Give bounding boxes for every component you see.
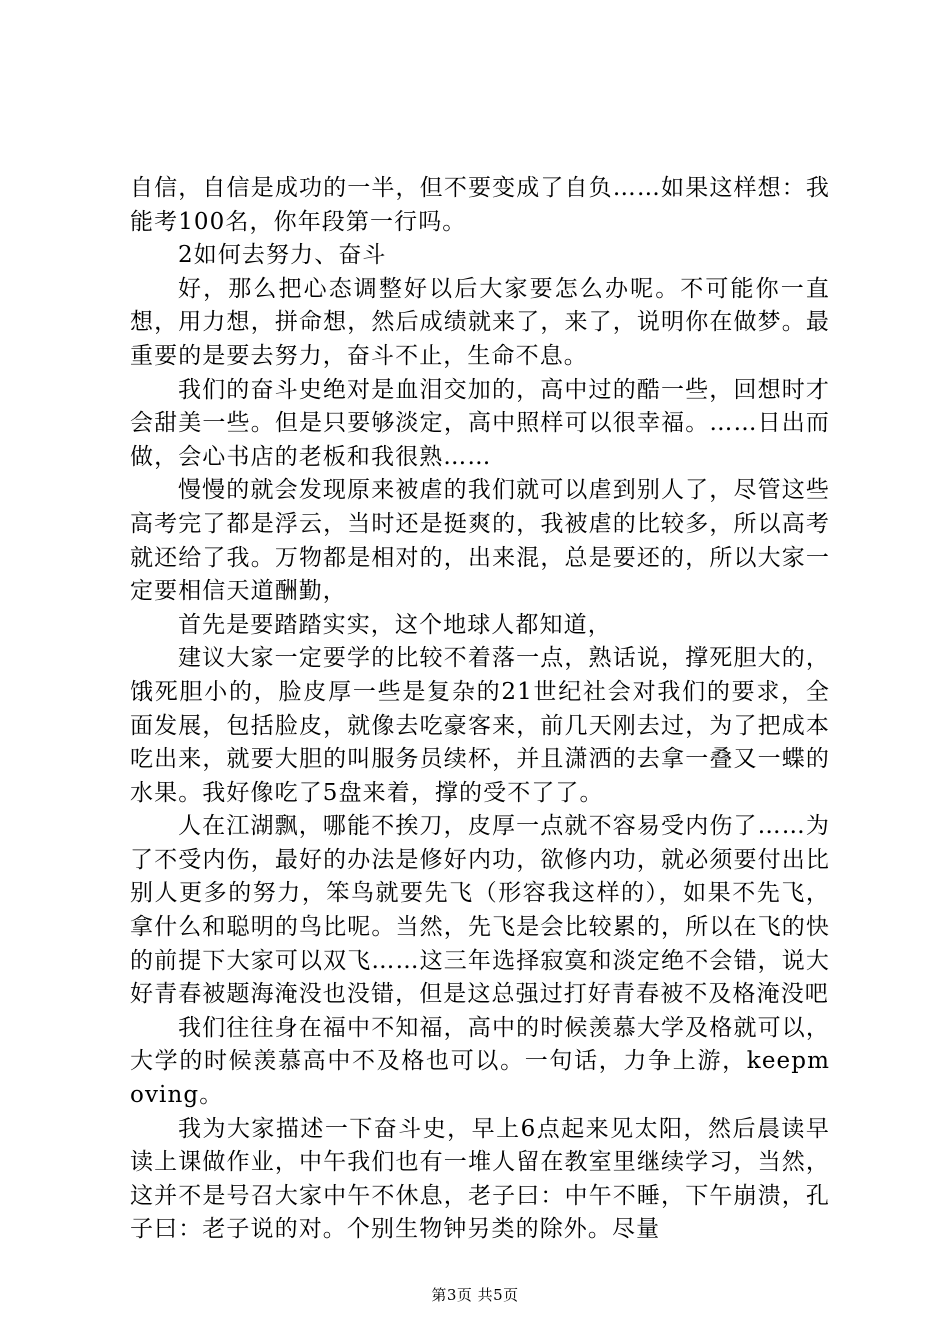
paragraph: 我为大家描述一下奋斗史，早上6点起来见太阳，然后晨读早读上课做作业，中午我们也有一堆人留在教室里继续学习，当然，这并不是号召大家中午不休息，老子曰：中午不睡，下午崩溃，孔子曰：老子说的对。个别生物钟另类的除外。尽量: [130, 1115, 830, 1243]
page-number-footer: 第3页 共5页: [431, 1286, 519, 1304]
document-body: [130, 172, 830, 1247]
paragraph: 自信，自信是成功的一半，但不要变成了自负……如果这样想：我能考100名，你年段第一行吗。: [130, 175, 830, 235]
paragraph: 好，那么把心态调整好以后大家要怎么办呢。不可能你一直想，用力想，拼命想，然后成绩就来了，来了，说明你在做梦。最重要的是要去努力，奋斗不止，生命不息。: [130, 275, 830, 369]
paragraph: 建议大家一定要学的比较不着落一点，熟话说，撑死胆大的，饿死胆小的，脸皮厚一些是复杂的21世纪社会对我们的要求，全面发展，包括脸皮，就像去吃豪客来，前几天刚去过，为了把成本吃出来，就要大胆的叫服务员续杯，并且潇洒的去拿一叠又一蝶的水果。我好像吃了5盘来着，撑的受不了了。: [130, 645, 830, 806]
paragraph: 我们往往身在福中不知福，高中的时候羡慕大学及格就可以，大学的时候羡慕高中不及格也可以。一句话，力争上游，keepmoving。: [130, 1014, 830, 1109]
paragraph: 首先是要踏踏实实，这个地球人都知道，: [178, 611, 612, 638]
paragraph: 人在江湖飘，哪能不挨刀，皮厚一点就不容易受内伤了……为了不受内伤，最好的办法是修好内功，欲修内功，就必须要付出比别人更多的努力，笨鸟就要先飞（形容我这样的），如果不先飞，拿什么和聪明的鸟比呢。当然，先飞是会比较累的，所以在飞的快的前提下大家可以双飞……这三年选择寂寞和淡定绝不会错，说大好青春被题海淹没也没错，但是这总强过打好青春被不及格淹没吧: [130, 813, 830, 1008]
paragraph: 慢慢的就会发现原来被虐的我们就可以虐到别人了，尽管这些高考完了都是浮云，当时还是挺爽的，我被虐的比较多，所以高考就还给了我。万物都是相对的，出来混，总是要还的，所以大家一定要相信天道酬勤，: [130, 477, 830, 605]
paragraph: 我们的奋斗史绝对是血泪交加的，高中过的酷一些，回想时才会甜美一些。但是只要够淡定，高中照样可以很幸福。……日出而做，会心书店的老板和我很熟……: [130, 376, 830, 470]
section-heading: 2如何去努力、奋斗: [178, 242, 387, 269]
